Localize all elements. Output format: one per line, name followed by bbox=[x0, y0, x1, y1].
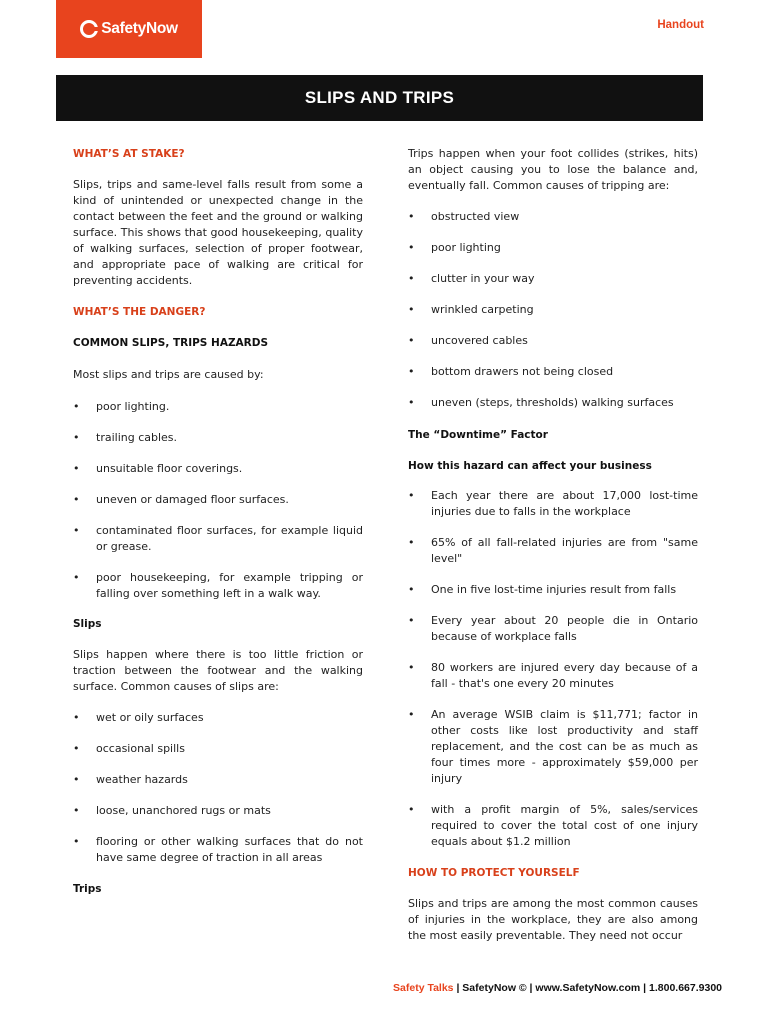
handout-label: Handout bbox=[657, 19, 704, 31]
list-item: • poor lighting bbox=[408, 240, 698, 256]
list-item: • occasional spills bbox=[73, 741, 363, 757]
trips-heading: Trips bbox=[73, 883, 102, 895]
list-item: • 80 workers are injured every day because of a fall - that's one every 20 minutes bbox=[408, 660, 698, 692]
list-item: • uneven (steps, thresholds) walking surfaces bbox=[408, 395, 698, 411]
list-item: • wet or oily surfaces bbox=[73, 710, 363, 726]
danger-heading: WHAT’S THE DANGER? bbox=[73, 306, 206, 318]
list-item: • flooring or other walking surfaces that do not have same degree of traction in all areas bbox=[73, 834, 363, 866]
left-column bbox=[73, 146, 363, 897]
logo bbox=[56, 0, 202, 58]
list-item: • One in five lost-time injuries result from falls bbox=[408, 582, 698, 598]
stake-text: Slips, trips and same-level falls result from some a kind of unintended or unexpected change in the contact between the feet and the ground or walking surface. This shows that good housekeeping, quality of walking surfaces, selection of proper footwear, and appropriate pace of walking are critical for preventing accidents. bbox=[73, 178, 363, 287]
list-item: • clutter in your way bbox=[408, 271, 698, 287]
trip-causes-list bbox=[408, 209, 698, 411]
slips-text: Slips happen where there is too little friction or traction between the footwear and the walking surface. Common causes of slips are: bbox=[73, 648, 363, 693]
trips-text: Trips happen when your foot collides (strikes, hits) an object causing you to lose the balance and, eventually fall. Common causes of tripping are: bbox=[408, 147, 698, 192]
list-item: • weather hazards bbox=[73, 772, 363, 788]
list-item: • trailing cables. bbox=[73, 430, 363, 446]
list-item: • wrinkled carpeting bbox=[408, 302, 698, 318]
protect-heading: HOW TO PROTECT YOURSELF bbox=[408, 867, 580, 879]
stake-heading: WHAT’S AT STAKE? bbox=[73, 148, 185, 160]
list-item: • obstructed view bbox=[408, 209, 698, 225]
title-bar bbox=[56, 75, 703, 121]
slip-causes-list bbox=[73, 710, 363, 866]
list-item: • with a profit margin of 5%, sales/services required to cover the total cost of one injury equals about $1.2 million bbox=[408, 802, 698, 850]
right-column bbox=[408, 146, 698, 944]
list-item: • poor lighting. bbox=[73, 399, 363, 415]
list-item: • contaminated floor surfaces, for example liquid or grease. bbox=[73, 523, 363, 555]
footer-brand: Safety Talks bbox=[393, 982, 454, 994]
list-item: • uncovered cables bbox=[408, 333, 698, 349]
logo-icon bbox=[80, 20, 98, 38]
list-item: • unsuitable floor coverings. bbox=[73, 461, 363, 477]
slips-heading: Slips bbox=[73, 618, 102, 630]
downtime-heading: The “Downtime” Factor bbox=[408, 429, 548, 441]
business-facts-list bbox=[408, 488, 698, 850]
hazards-list bbox=[73, 399, 363, 602]
page-title: SLIPS AND TRIPS bbox=[304, 88, 455, 107]
list-item: • uneven or damaged floor surfaces. bbox=[73, 492, 363, 508]
hazards-intro: Most slips and trips are caused by: bbox=[73, 368, 264, 381]
list-item: • 65% of all fall-related injuries are from "same level" bbox=[408, 535, 698, 567]
hazards-heading: COMMON SLIPS, TRIPS HAZARDS bbox=[73, 337, 269, 349]
footer bbox=[393, 982, 722, 994]
list-item: • An average WSIB claim is $11,771; factor in other costs like lost productivity and staff replacement, and the cost can be as much as four times more - approximately $59,000 per injury bbox=[408, 707, 698, 787]
footer-contact: | SafetyNow © | www.SafetyNow.com | 1.800.667.9300 bbox=[453, 982, 722, 994]
logo-text: SafetyNow bbox=[101, 20, 178, 37]
protect-text: Slips and trips are among the most common causes of injuries in the workplace, they are also among the most easily preventable. They need not occur bbox=[408, 897, 698, 942]
business-heading: How this hazard can affect your business bbox=[408, 460, 652, 472]
list-item: • poor housekeeping, for example tripping or falling over something left in a walk way. bbox=[73, 570, 363, 602]
list-item: • bottom drawers not being closed bbox=[408, 364, 698, 380]
list-item: • Each year there are about 17,000 lost-time injuries due to falls in the workplace bbox=[408, 488, 698, 520]
list-item: • Every year about 20 people die in Ontario because of workplace falls bbox=[408, 613, 698, 645]
list-item: • loose, unanchored rugs or mats bbox=[73, 803, 363, 819]
